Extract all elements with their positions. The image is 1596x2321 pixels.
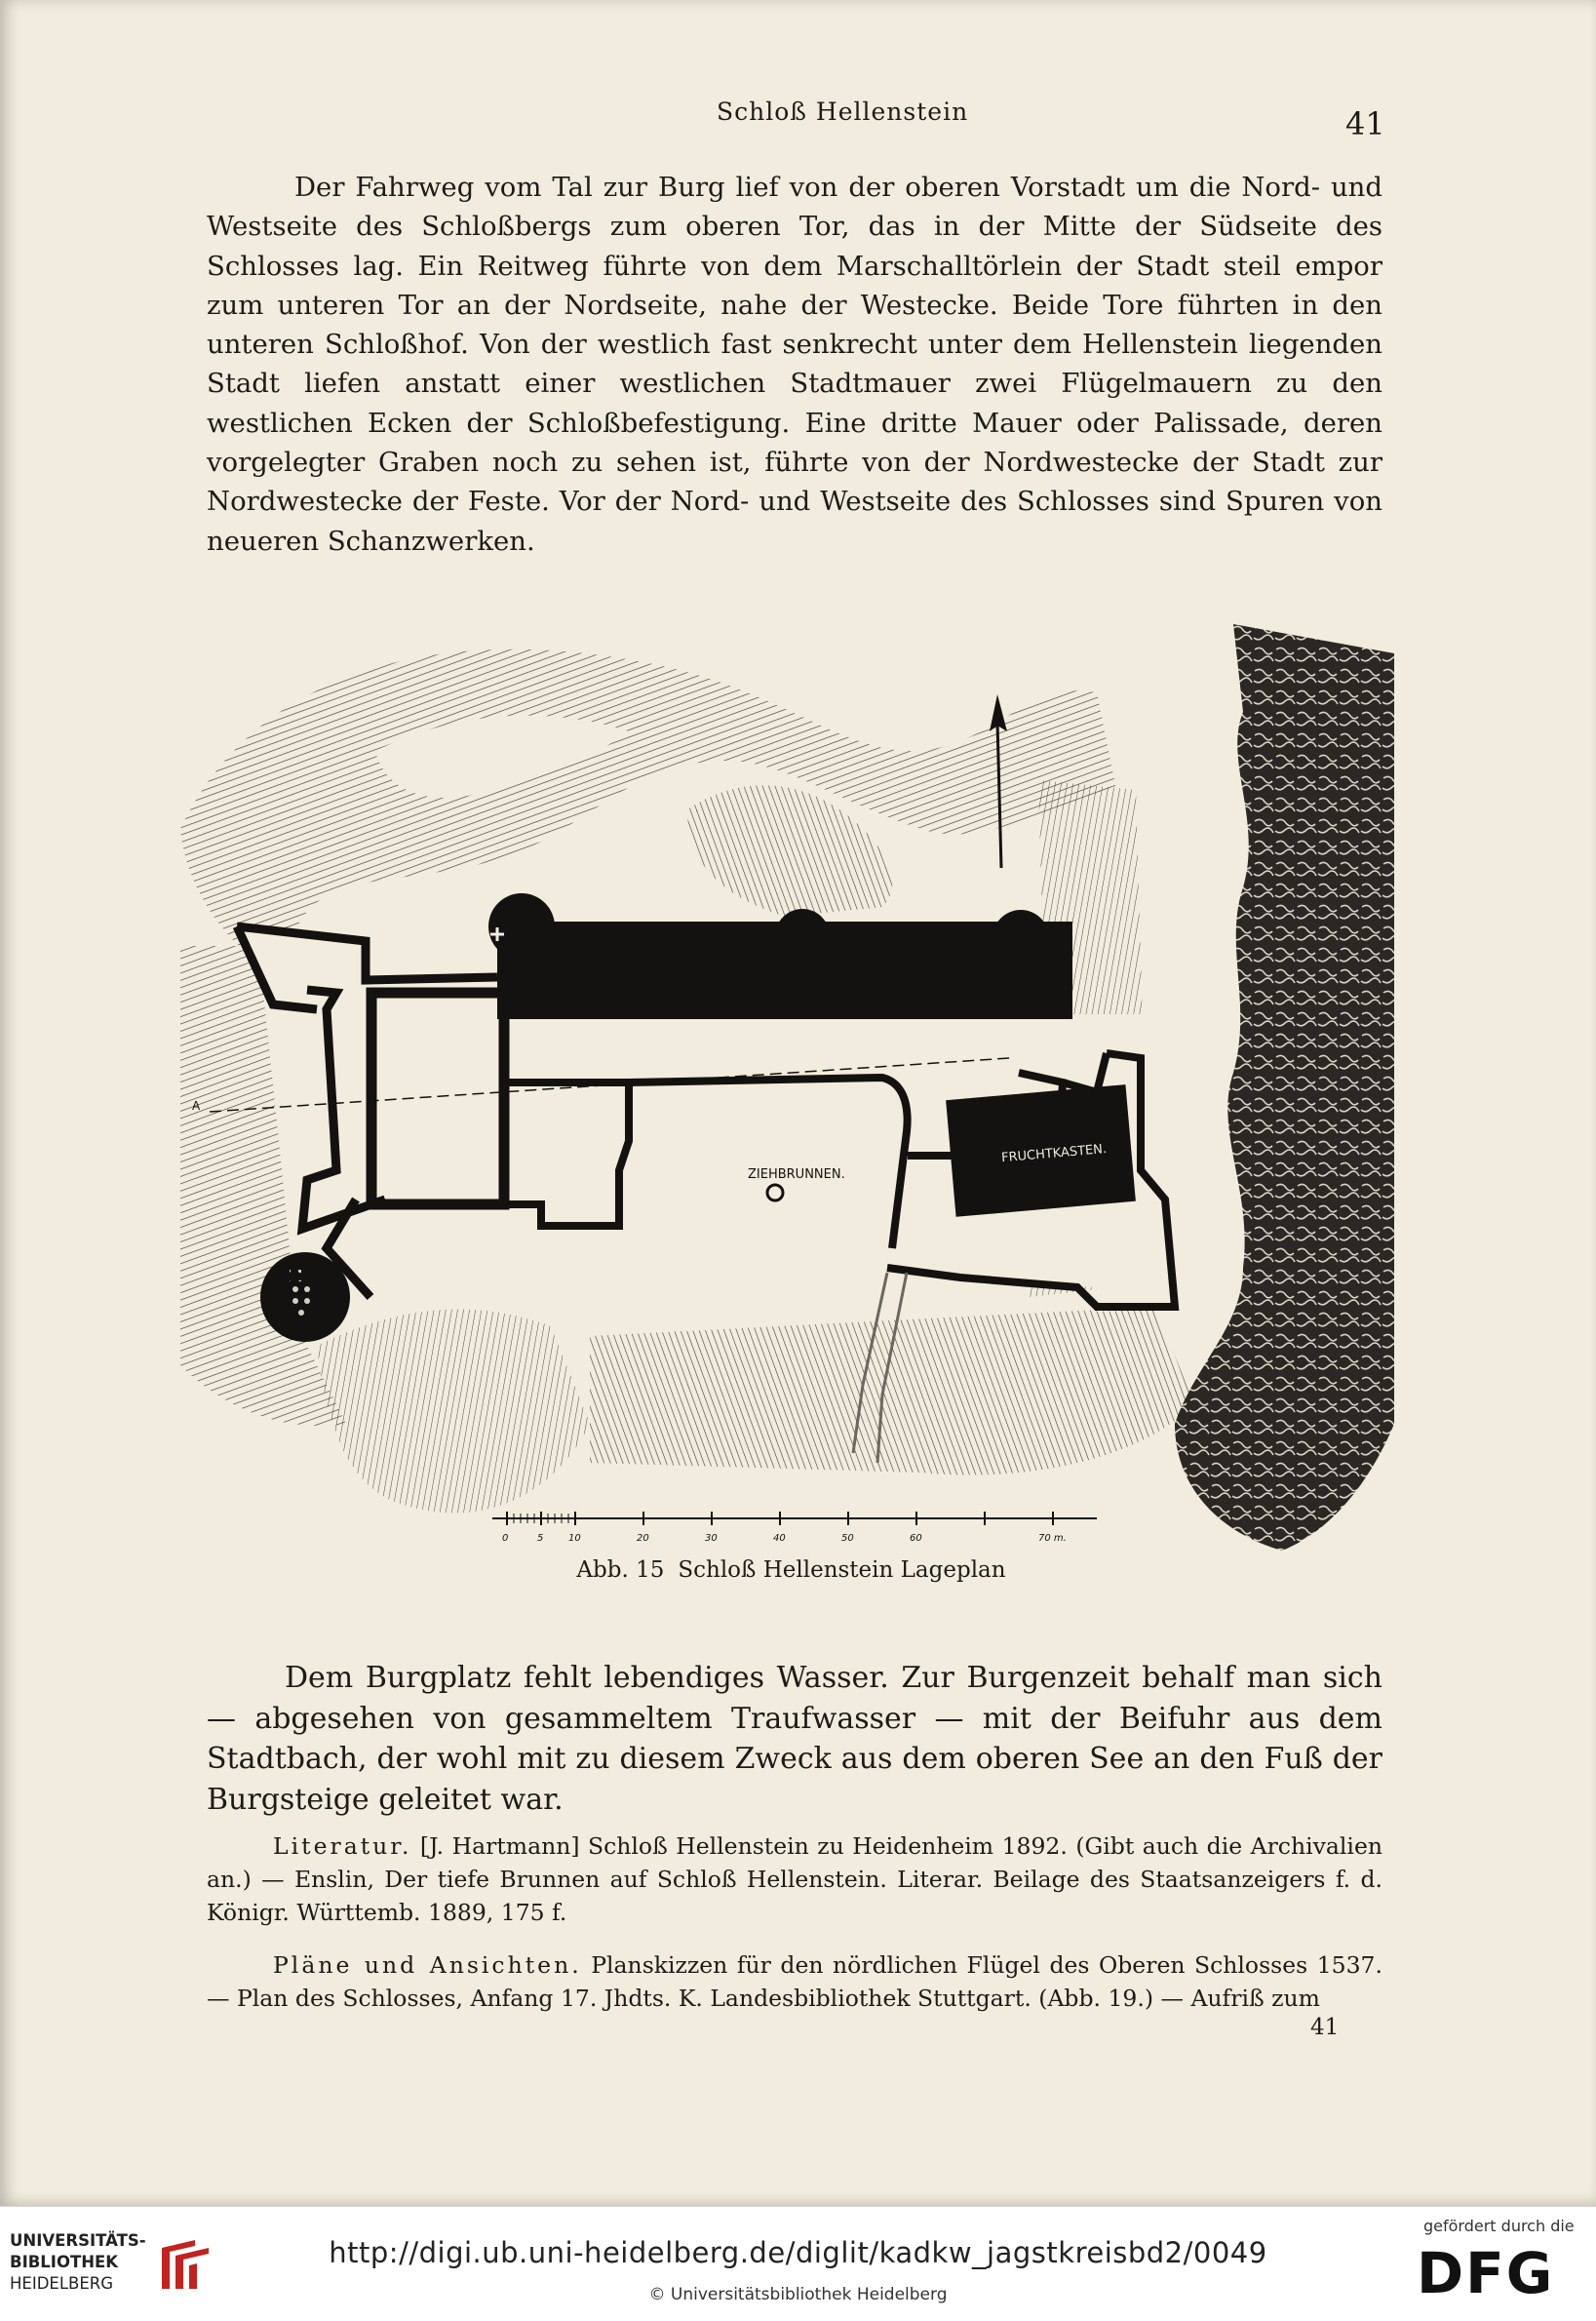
dfg-logo[interactable]: DFG: [1417, 2240, 1555, 2306]
viewer-footer: [0, 2206, 1596, 2321]
scale-tick-label: 20: [637, 1533, 649, 1544]
tower-nw: [488, 893, 555, 960]
round-bastion: [260, 1252, 350, 1342]
scale-tick-label: 70 m.: [1038, 1533, 1067, 1544]
plans-note: [207, 1948, 1382, 2015]
plans-text: Planskizzen für den nördlichen Flügel des Oberen Schlosses 1537. — Plan des Schlosses, Anfang 17. Jhdts. K. Landesbibliothek Stuttgart. (Abb. 19.) — Aufriß zum: [207, 1951, 1382, 2012]
literature-lead: Literatur.: [273, 1832, 412, 1860]
label-ziehbrunnen: ZIEHBRUNNEN.: [748, 1167, 845, 1182]
scale-tick-label: 0: [502, 1533, 509, 1544]
scale-bar: [492, 1512, 1097, 1544]
site-plan-figure: [180, 624, 1394, 1551]
library-name-line: UNIVERSITÄTS-: [10, 2231, 146, 2250]
body-paragraph: Der Fahrweg vom Tal zur Burg lief von der oberen Vorstadt um die Nord- und Westseite des Schloßbergs zum oberen Tor, das in der Mitte der Südseite des Schlosses lag. Ein Reitweg führte von dem Marschalltörlein der Stadt steil empor zum unteren Tor an der Nordseite, nahe der Westecke. Beide Tore führten in den unteren Schloßhof. Von der westlich fast senkrecht unter dem Hellenstein liegenden Stadt liefen anstatt einer westlichen Stadtmauer zwei Flügelmauern zu den westlichen Ecken der Schloßbefestigung. Eine dritte Mauer oder Palissade, deren vorgelegter Graben noch zu sehen ist, führte von der Nordwestecke der Stadt zur Nordwestecke der Feste. Vor der Nord- und Westseite des Schlosses sind Spuren von neueren Schanzwerken.: [207, 172, 1382, 557]
tower-n: [775, 909, 830, 964]
permalink-url[interactable]: http://digi.ub.uni-heidelberg.de/diglit/kadkw_jagstkreisbd2/0049: [329, 2236, 1267, 2269]
scale-tick-label: 40: [773, 1533, 786, 1544]
label-a: A: [192, 1099, 201, 1113]
plans-lead: Pläne und Ansichten.: [273, 1951, 582, 1979]
running-head: Schloß Hellenstein: [717, 98, 969, 126]
page-number-bottom: 41: [1310, 2015, 1340, 2040]
label-tower: Turm: [1160, 946, 1173, 973]
scale-tick-label: 50: [841, 1533, 854, 1544]
body-paragraph: Dem Burgplatz fehlt lebendiges Wasser. Zur Burgenzeit behalf man sich — abgesehen von gesammeltem Traufwasser — mit der Beifuhr aus dem Stadtbach, der wohl mit zu diesem Zweck aus dem oberen See an den Fuß der Burgsteige geleitet war.: [207, 1661, 1382, 1817]
scale-tick-label: 30: [705, 1533, 718, 1544]
scale-tick-label: 10: [568, 1533, 581, 1544]
tower-ne: [993, 910, 1049, 966]
literature-text: [J. Hartmann] Schloß Hellenstein zu Heidenheim 1892. (Gibt auch die Archivalien an.) — Enslin, Der tiefe Brunnen auf Schloß Hellenstein. Literar. Beilage des Staatsanzeigers f. d. Königr. Württemb. 1889, 175 f.: [207, 1832, 1382, 1926]
figure-caption: [0, 1557, 1596, 1583]
copyright-notice: © Universitätsbibliothek Heidelberg: [648, 2285, 948, 2304]
rock-cliff: [1175, 624, 1394, 1551]
figure-number: Abb. 15: [576, 1557, 665, 1583]
page-number: 41: [1345, 105, 1385, 142]
scale-tick-label: 5: [537, 1533, 544, 1544]
funding-note: gefördert durch die: [1423, 2217, 1575, 2235]
scale-tick-label: 60: [910, 1533, 922, 1544]
figure-title: Schloß Hellenstein Lageplan: [678, 1557, 1006, 1583]
literature-note: [207, 1829, 1382, 1929]
label-fruchtkasten: FRUCHTKASTEN.: [1000, 1141, 1108, 1166]
library-name-line: BIBLIOTHEK: [10, 2253, 119, 2271]
library-name-line: HEIDELBERG: [10, 2274, 114, 2293]
